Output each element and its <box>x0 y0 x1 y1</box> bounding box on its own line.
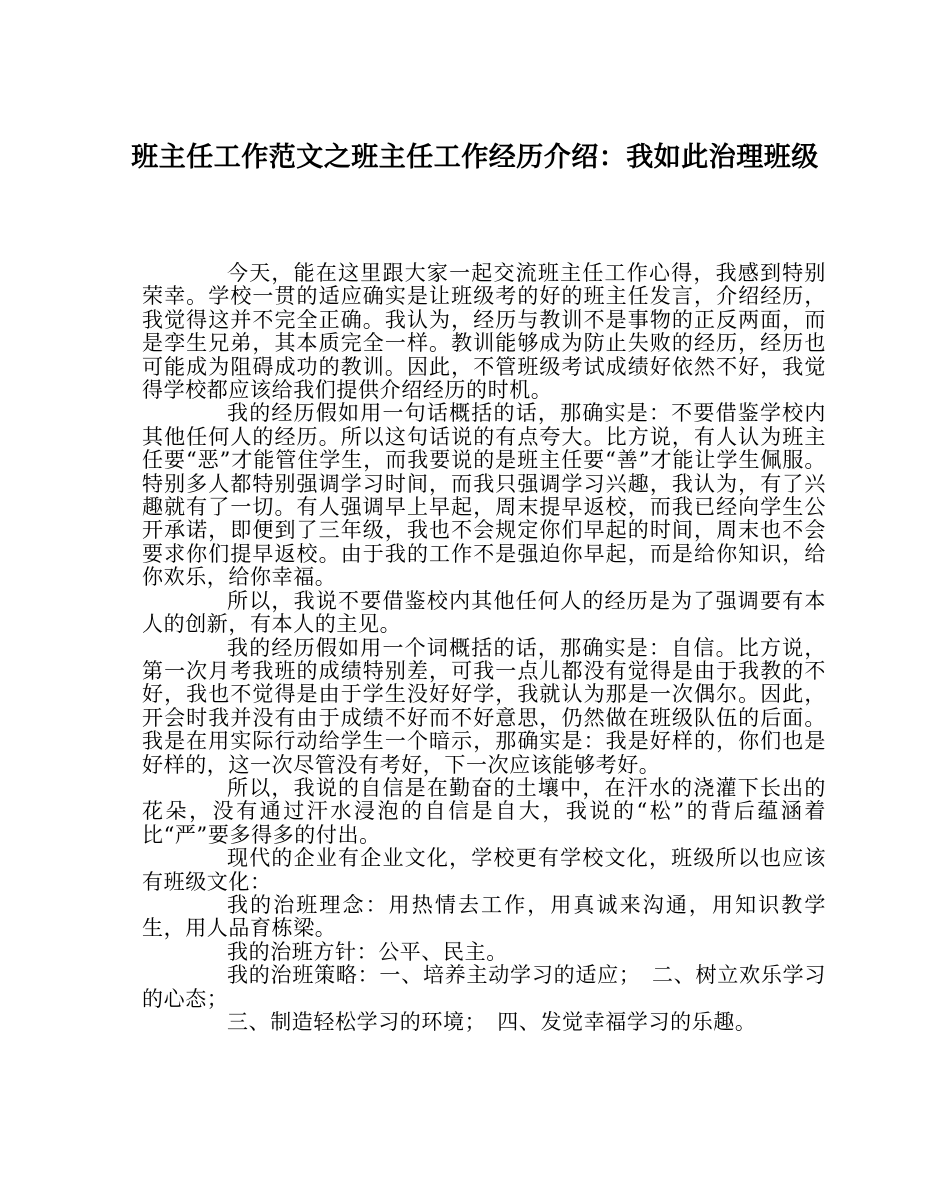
paragraph: 现代的企业有企业文化，学校更有学校文化，班级所以也应该有班级文化： <box>142 846 826 894</box>
paragraph: 我的经历假如用一个词概括的话，那确实是：自信。比方说，第一次月考我班的成绩特别差，可我一点儿都没有觉得是由于我教的不好，我也不觉得是由于学生没好好学，我就认为那是一次偶尔。因此，开会时我并没有由于成绩不好而不好意思，仍然做在班级队伍的后面。我是在用实际行动给学生一个暗示，那确实是：我是好样的，你们也是好样的，这一次尽管没有考好，下一次应该能够考好。 <box>142 635 826 777</box>
paragraph: 我的治班理念：用热情去工作，用真诚来沟通，用知识教学生，用人品育栋梁。 <box>142 892 826 941</box>
paragraph: 所以，我说不要借鉴校内其他任何人的经历是为了强调要有本人的创新，有本人的主见。 <box>142 588 826 637</box>
paragraph: 三、制造轻松学习的环境； 四、发觉幸福学习的乐趣。 <box>227 1010 757 1034</box>
paragraph: 我的经历假如用一句话概括的话，那确实是：不要借鉴学校内其他任何人的经历。所以这句话说的有点夸大。比方说，有人认为班主任要“恶”才能管住学生，而我要说的是班主任要“善”才能让学生佩服。特别多人都特别强调学习时间，而我只强调学习兴趣，我认为，有了兴趣就有了一切。有人强调早上早起，周末提早返校，而我已经向学生公开承诺，即便到了三年级，我也不会规定你们早起的时间，周末也不会要求你们提早返校。由于我的工作不是强迫你早起，而是给你知识，给你欢乐，给你幸福。 <box>142 401 826 590</box>
document-body <box>142 262 826 1034</box>
paragraph: 我的治班策略：一、培养主动学习的适应； 二、树立欢乐学习的心态； <box>142 963 826 1011</box>
paragraph: 今天，能在这里跟大家一起交流班主任工作心得，我感到特别荣幸。学校一贯的适应确实是让班级考的好的班主任发言，介绍经历，我觉得这并不完全正确。我认为，经历与教训不是事物的正反两面，而是孪生兄弟，其本质完全一样。教训能够成为防止失败的经历，经历也可能成为阻碍成功的教训。因此，不管班级考试成绩好依然不好，我觉得学校都应该给我们提供介绍经历的时机。 <box>142 261 826 403</box>
document-title: 班主任工作范文之班主任工作经历介绍：我如此治理班级 <box>131 142 819 173</box>
paragraph: 我的治班方针：公平、民主。 <box>227 939 508 964</box>
paragraph: 所以，我说的自信是在勤奋的土壤中，在汗水的浇灌下长出的花朵，没有通过汗水浸泡的自信是自大，我说的“松”的背后蕴涵着比“严”要多得多的付出。 <box>142 775 826 847</box>
